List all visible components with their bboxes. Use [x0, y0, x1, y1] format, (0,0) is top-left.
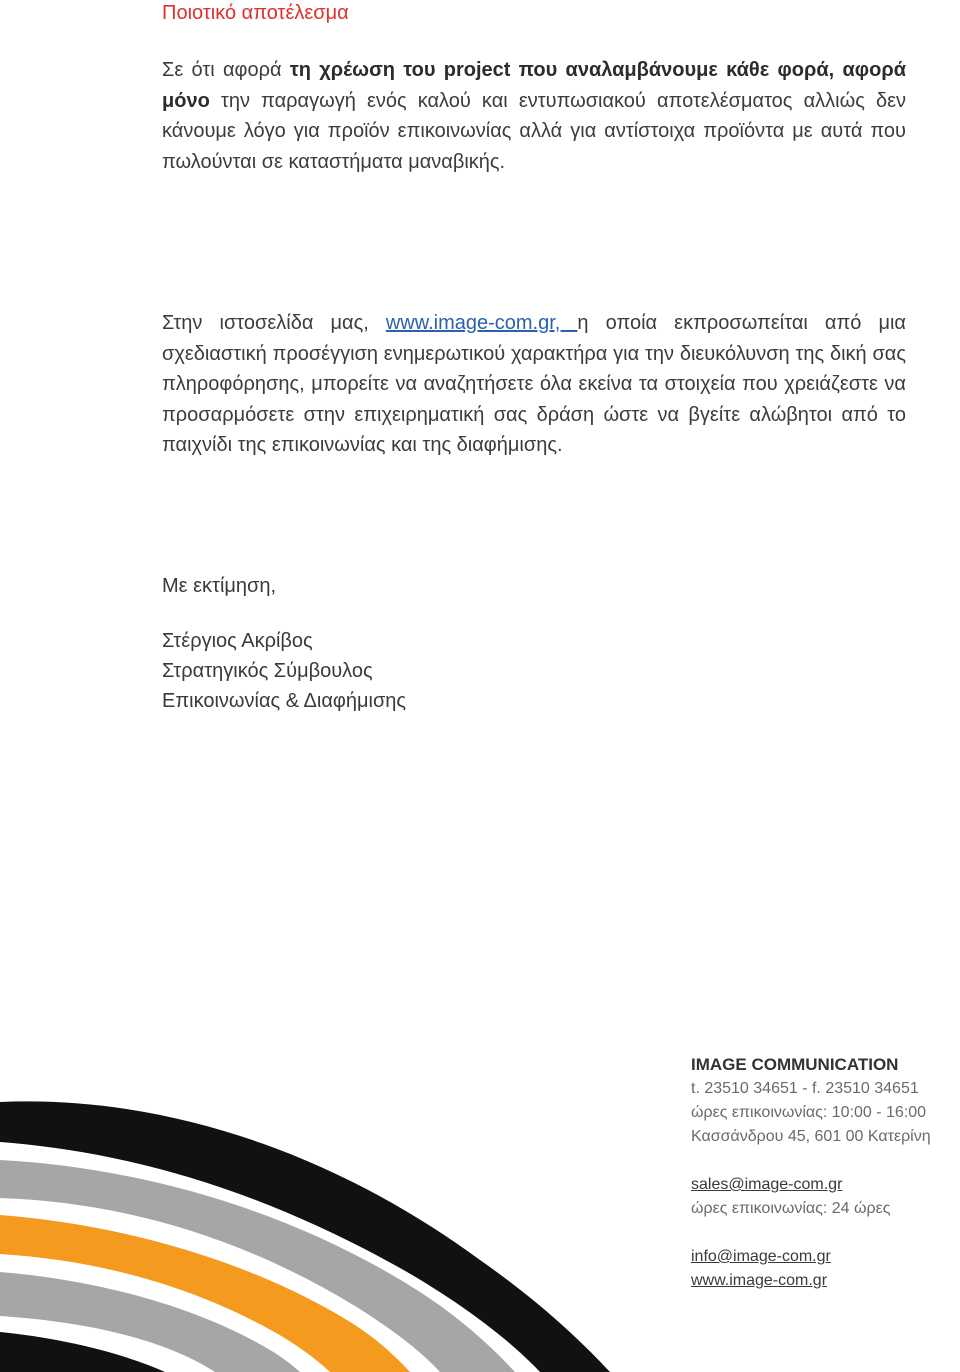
phone-fax: t. 23510 34651 - f. 23510 34651 — [691, 1080, 919, 1097]
email-hours: ώρες επικοινωνίας: 24 ώρες — [691, 1200, 891, 1217]
address: Κασσάνδρου 45, 601 00 Κατερίνη — [691, 1128, 931, 1145]
paragraph-text: Στην ιστοσελίδα μας, — [162, 312, 386, 334]
company-name: IMAGE COMMUNICATION — [691, 1055, 899, 1074]
paragraph-website — [162, 308, 906, 461]
paragraph-text: Σε ότι αφορά — [162, 59, 290, 81]
paragraph-text: την παραγωγή ενός καλού και εντυπωσιακού αποτελέσματος αλλιώς δεν κάνουμε λόγο για προϊόν επικοινωνίας αλλά για αντίστοιχα προϊόντα με αυτά που πωλούνται σε καταστήματα μαναβικής. — [162, 89, 906, 173]
sales-email-link[interactable]: sales@image-com.gr — [691, 1176, 843, 1193]
website-footer-link[interactable]: www.image-com.gr — [691, 1272, 828, 1289]
paragraph-pricing — [162, 55, 906, 177]
paragraph-text: η οποία εκπροσωπείται από μια σχεδιαστική προσέγγιση ενημερωτικού χαρακτήρα για την διευκόλυνση της δική σας πληροφόρησης, μπορείτε να αναζητήσετε όλα εκείνα τα στοιχεία που χρειάζεστε να προσαρμόσετε στην επιχειρηματική σας δράση ώστε να βγείτε αλώβητοι από το παιχνίδι της επικοινωνίας και της διαφήμισης. — [162, 312, 906, 457]
office-hours: ώρες επικοινωνίας: 10:00 - 16:00 — [691, 1104, 927, 1121]
signer-name: Στέργιος Ακρίβος — [162, 630, 313, 652]
website-link[interactable]: www.image-com.gr, — [385, 312, 578, 334]
paragraph-bold-text: τη χρέωση του project που αναλαμβάνουμε κάθε φορά, αφορά μόνο — [162, 59, 906, 112]
decorative-stripes — [0, 1040, 700, 1372]
signer-title: Στρατηγικός Σύμβουλος — [162, 660, 373, 682]
contact-block — [691, 1053, 960, 1293]
section-heading: Ποιοτικό αποτέλεσμα — [162, 2, 349, 24]
info-email-link[interactable]: info@image-com.gr — [691, 1248, 831, 1265]
signer-title-continued: Επικοινωνίας & Διαφήμισης — [162, 690, 407, 712]
closing-line: Με εκτίμηση, — [162, 575, 277, 597]
